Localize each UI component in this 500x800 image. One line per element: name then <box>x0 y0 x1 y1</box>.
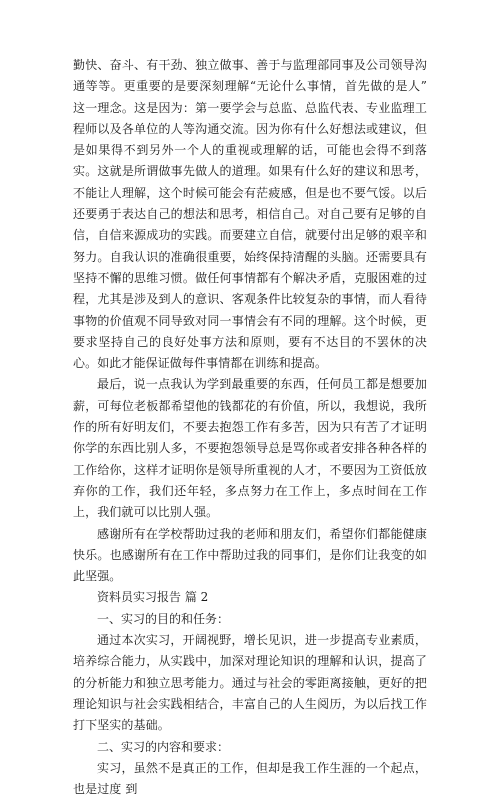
section-heading-purpose: 一、实习的目的和任务： <box>97 611 230 626</box>
section-heading-content: 二、实习的内容和要求： <box>97 739 230 754</box>
report-title: 资料员实习报告 篇 2 <box>97 590 209 605</box>
paragraph-thanks: 感谢所有在学校帮助过我的老师和朋友们，希望你们都能健康快乐。也感谢所有在工作中帮助过我的同事们，是你们让我变的如此坚强。 <box>73 526 427 584</box>
paragraph-advice: 最后，说一点我认为学到最重要的东西，任何员工都是想要加薪，可每位老板都希望他的钱都花的有价值，所以，我想说，我所作的所有好明友们，不要去抱怨工作有多苦，因为只有苦了才证明你学的东西比别人多，不要抱怨领导总是骂你或者安排各种各样的工作给你，这样才证明你是领导所重视的人才，不要因为工资低放弃你的工作，我们还年轻，多点努力在工作上，多点时间在工作上，我们就可以比别人强。 <box>73 377 427 520</box>
paragraph-purpose: 通过本次实习，开阔视野，增长见识，进一步提高专业素质，培养综合能力，从实践中，加深对理论知识的理解和认识，提高了的分析能力和独立思考能力。通过与社会的零距离接触，更好的把理论知识与社会实践相结合，丰富自己的人生阅历，为以后找工作打下坚实的基础。 <box>73 633 427 733</box>
paragraph-work-attitude: 勤快、奋斗、有干劲、独立做事、善于与监理部同事及公司领导沟通等等。更重要的是要深刻理解“无论什么事情，首先做的是人” 这一理念。这是因为：第一要学会与总监、总监代表、专业监理工程师以及各单位的人等沟通交流。因为你有什么好想法或建议，但是如果得不到另外一个人的重视或理解的话，可能也会得不到落实。这就是所谓做事先做人的道理。如果有什么好的建议和思考，不能让人理解，这个时候可能会有茫疲感，但是也不要气馁。以后还要勇于表达自己的想法和思考，相信自己。对自己要有足够的自信，自信来源成功的实践。而要建立自信，就要付出足够的艰辛和努力。自我认识的准确很重要，始终保持清醒的头脑。还需要具有坚持不懈的思维习惯。做任何事情都有个解决矛盾，克服困难的过程，尤其是涉及到人的意识、客观条件比较复杂的事情，而人看待事物的价值观不同导致对同一事情会有不同的理解。这个时候，更要求坚持自己的良好处事方法和原则，要有不达目的不罢休的决心。如此才能保证做每件事情都在训练和提高。 <box>73 58 427 371</box>
paragraph-content: 实习，虽然不是真正的工作，但却是我工作生涯的一个起点，也是过度 到 <box>73 760 427 797</box>
